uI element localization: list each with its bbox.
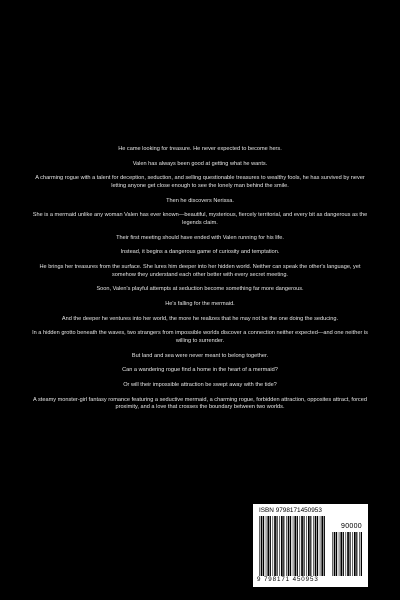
blurb-paragraph: Valen has always been good at getting what he wants.	[132, 160, 268, 167]
blurb-paragraph: In a hidden grotto beneath the waves, two strangers from impossible worlds discover a connection neither expected—and one neither is willing to surrender.	[32, 330, 368, 344]
blurb-paragraph: Then he discovers Nerissa.	[166, 197, 234, 204]
blurb-paragraph: A steamy monster-girl fantasy romance featuring a seductive mermaid, a charming rogue, forbidden attraction, opposites attract, forced proximity, and a love that crosses the boundary between two worlds.	[33, 396, 367, 411]
barcode-bars-icon	[259, 516, 327, 576]
blurb-paragraph: Soon, Valen's playful attempts at seduction become something far more dangerous.	[96, 286, 304, 293]
blurb-paragraph: But land and sea were never meant to belong together.	[131, 352, 269, 359]
blurb-paragraph: Instead, it begins a dangerous game of curiosity and temptation.	[120, 249, 280, 256]
blurb-paragraph: And the deeper he ventures into her world, the more he realizes that he may not be the one doing the seducing.	[61, 315, 339, 322]
blurb-paragraph: A charming rogue with a talent for deception, seduction, and selling questionable treasures to wealthy fools, he has survived by never letting anyone get close enough to see the lonely man behind the smile.	[35, 175, 365, 189]
barcode-digits: 9 798171 450953	[257, 576, 319, 583]
blurb-paragraph: Their first meeting should have ended with Valen running for his life.	[116, 234, 284, 241]
blurb-paragraph: She is a mermaid unlike any woman Valen has ever known—beautiful, mysterious, fiercely territorial, and every bit as dangerous as the legends claim.	[32, 212, 368, 226]
blurb-paragraph: Can a wandering rogue find a home in the heart of a mermaid?	[122, 367, 278, 374]
blurb-paragraph: He came looking for treasure. He never expected to become hers.	[118, 146, 282, 152]
price-code: 90000	[341, 523, 362, 530]
blurb-paragraph: Or will their impossible attraction be swept away with the tide?	[123, 382, 277, 388]
barcode-addon-bars-icon	[332, 532, 362, 576]
blurb-paragraph: He's falling for the mermaid.	[165, 300, 235, 307]
back-cover-blurb	[30, 146, 370, 419]
blurb-paragraph: He brings her treasures from the surface. She lures him deeper into her hidden world. Neither can speak the other's language, yet somehow they understand each other better with every secret meeting.	[39, 264, 361, 278]
isbn-barcode	[253, 504, 368, 587]
isbn-label: ISBN 9798171450953	[259, 507, 322, 514]
